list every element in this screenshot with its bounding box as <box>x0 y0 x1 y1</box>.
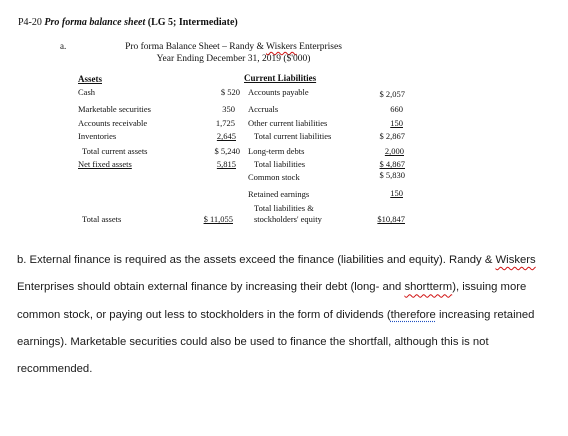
problem-level: (LG 5; Intermediate) <box>147 17 238 28</box>
liability-label: stockholders' equity <box>254 214 322 224</box>
part-a-label: a. <box>60 41 67 51</box>
asset-label: Accounts receivable <box>78 118 148 128</box>
asset-label: Inventories <box>78 131 117 141</box>
liability-label: Total liabilities <box>254 159 306 169</box>
asset-value: 1,725 <box>215 118 235 128</box>
asset-label: Marketable securities <box>78 104 151 114</box>
assets-heading: Assets <box>78 74 102 84</box>
problem-header <box>18 17 238 28</box>
asset-label: Cash <box>78 87 95 97</box>
asset-value: $ 520 <box>220 87 240 97</box>
liability-value: 660 <box>390 104 403 114</box>
asset-label: Net fixed assets <box>78 159 132 169</box>
liability-value: $10,847 <box>377 214 405 224</box>
liability-value: 150 <box>390 188 403 198</box>
balance-sheet-title <box>111 41 356 65</box>
liability-value: $ 5,830 <box>379 170 405 180</box>
part-b-paragraph: b. External finance is required as the assets exceed the finance (liabilities and equity). Randy & Wiskers Enterprises should obtain external finance by increasing their debt (long- and shortterm), issuing more common stock, or paying out less to stockholders in the form of dividends (therefore increasing retained earnings). Marketable securities could also be used to finance the shortfall, although this is not recommended. <box>17 254 536 376</box>
liability-label: Accruals <box>248 104 279 114</box>
spellcheck-word: Wiskers <box>266 42 297 52</box>
balance-sheet-title-line2: Year Ending December 31, 2019 ($'000) <box>156 54 311 64</box>
asset-value: $ 5,240 <box>214 146 240 156</box>
liability-label: Accounts payable <box>248 87 309 97</box>
spellcheck-word: Wiskers <box>495 254 536 266</box>
asset-value: 2,645 <box>216 131 236 141</box>
liability-label: Total current liabilities <box>254 131 332 141</box>
liability-value: $ 4,867 <box>379 159 405 169</box>
problem-number: P4-20 <box>18 17 42 28</box>
liability-value: 150 <box>390 118 403 128</box>
liability-label: Total liabilities & <box>254 203 314 213</box>
asset-value: 5,815 <box>216 159 236 169</box>
asset-value: 350 <box>222 104 235 114</box>
liability-label: Common stock <box>248 172 300 182</box>
balance-sheet-title-line1: Pro forma Balance Sheet – Randy & Wiskers Enterprises <box>125 42 342 52</box>
asset-label: Total assets <box>82 214 122 224</box>
asset-value: $ 11,055 <box>203 214 233 224</box>
liabilities-heading: Current Liabilities <box>244 73 317 83</box>
spellcheck-word: shortterm <box>404 281 453 294</box>
grammar-check-word: therefore <box>390 308 436 321</box>
liability-value: $ 2,867 <box>379 131 405 141</box>
liability-value: 2,000 <box>384 146 404 156</box>
liability-label: Other current liabilities <box>248 118 328 128</box>
asset-label: Total current assets <box>82 146 148 156</box>
liability-value: $ 2,057 <box>379 89 405 99</box>
liability-label: Long-term debts <box>248 146 305 156</box>
problem-title: Pro forma balance sheet <box>44 17 146 28</box>
liability-label: Retained earnings <box>248 189 310 199</box>
